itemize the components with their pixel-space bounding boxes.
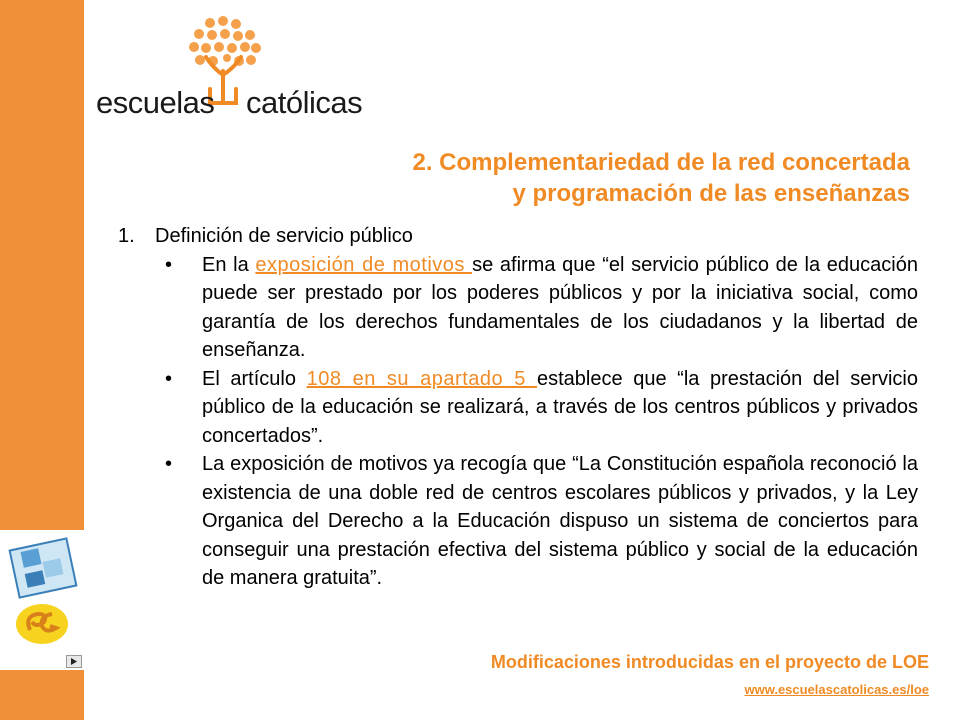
bullet-icon: • [165,367,173,390]
play-button[interactable] [66,655,82,668]
bullet-text-before: En la [202,253,256,276]
bullet-text: La exposición de motivos ya recogía que “La Constitución española reconoció la existencia de una doble red de centros escolares públicos y privados, y la Ley Organica del Derecho a la Educación dispuso un sistema de conciertos para conseguir una prestación efectiva del sistema público y social de la educación de manera gratuita”. [202,453,918,589]
bullet-item [118,251,918,365]
heading-number: 1. [118,225,135,247]
logo-word-escuelas: escuelas [96,85,215,120]
slide-title-line-2: y programación de las enseñanzas [512,180,910,207]
slide-title-line-1: 2. Complementariedad de la red concertada [412,149,910,176]
footer-website-link[interactable]: www.escuelascatolicas.es/loe [744,682,929,697]
articulo-108-link[interactable]: 108 en su apartado 5 [306,367,537,390]
heading-text: Definición de servicio público [155,225,413,247]
sidebar-logos-panel [0,530,84,670]
bullet-item [118,450,918,593]
bullet-icon: • [165,453,173,475]
bullet-list [118,251,918,593]
bullet-icon: • [165,253,173,276]
slide-content [118,222,918,593]
bullet-item [118,365,918,451]
exposicion-motivos-link[interactable]: exposición de motivos [255,253,473,276]
cece-logo-icon [0,530,84,650]
footer-title: Modificaciones introducidas en el proyecto de LOE [490,652,929,672]
bullet-text-after: establece que “la prestación del servicio público de la educación se realizará, a través de los centros públicos y privados concertados”. [202,367,918,447]
slide-title [413,147,911,209]
bullet-text-before: El artículo [202,367,307,390]
escuelas-catolicas-logo [90,15,363,120]
logo-word-catolicas: católicas [246,85,363,120]
play-icon [67,656,81,667]
bullet-text-after: se afirma que “el servicio público de la educación puede ser prestado por los poderes públicos y por la iniciativa social, como garantía de los derechos fundamentales de los ciudadanos y la libertad de enseñanza. [202,253,918,361]
numbered-heading [118,222,918,251]
